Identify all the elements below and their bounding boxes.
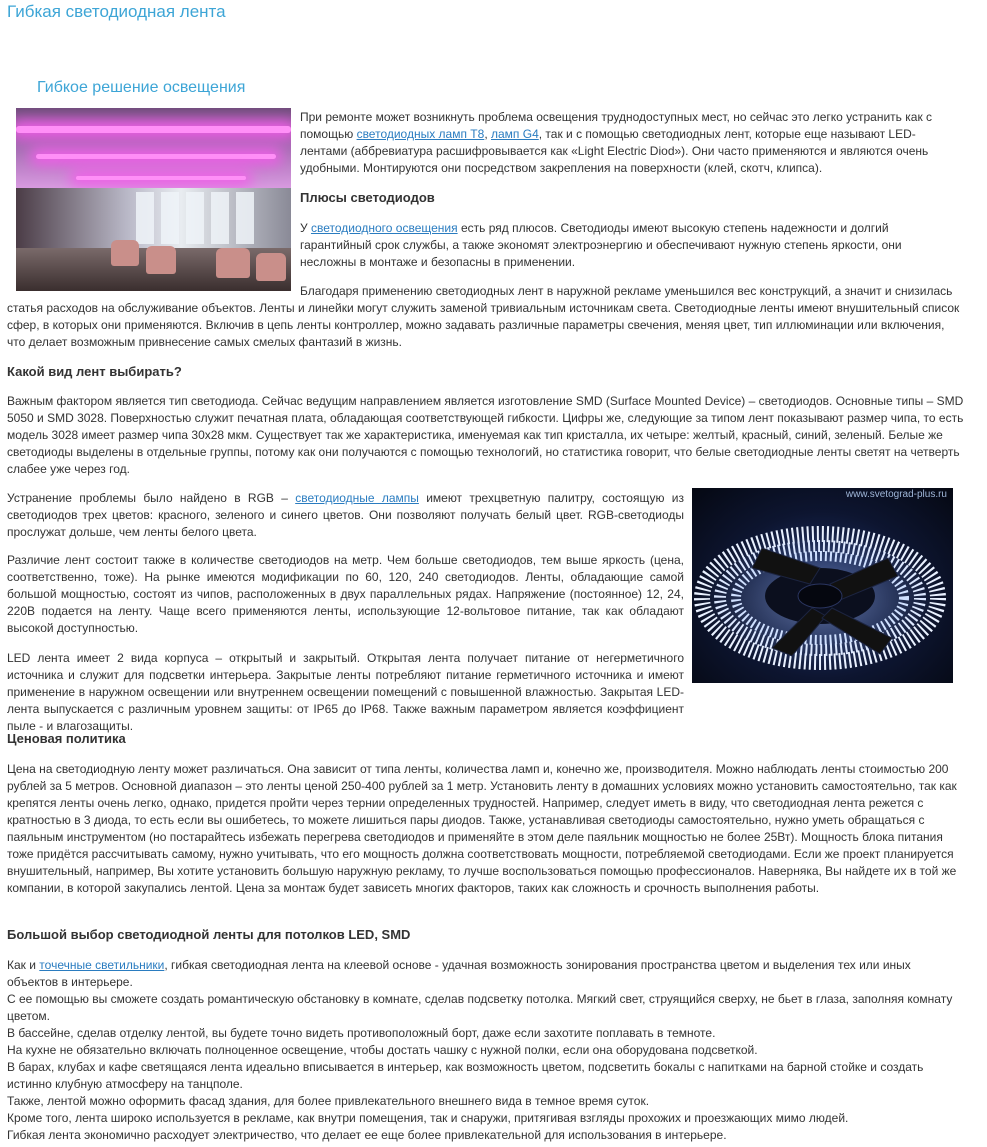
- types-paragraph: Важным фактором является тип светодиода. Сейчас ведущим направлением является изготовление SMD (Surface Mounted Device) – светодиодов. Основные типы – SMD 5050 и SMD 3028. Поверхностью служит печатная плата, обладающая соответствующей гибкости. Цифры же, следующие за типом лент показывают размер чипа, то есть модель 3028 имеет размер чипа 30x28 мкм. Существует так же характеристика, именуемая как тип кристалла, их четыре: желтый, красный, синий, зеленый. Белые же светодиоды выделены в отдельные группы, потому как они получаются с помощью технологий, но статистика говорит, что белые светодиодные ленты светят на четверть слабее уже через год.: [7, 394, 964, 476]
- price-heading: Ценовая политика: [7, 731, 126, 746]
- section-subtitle: Гибкое решение освещения: [37, 79, 246, 96]
- link-led-lighting[interactable]: светодиодного освещения: [310, 221, 458, 235]
- led-reel-photo: [692, 488, 953, 683]
- choice-line-2: С ее помощью вы сможете создать романтическую обстановку в комнате, сделав подсветку потолка. Мягкий свет, струящийся сверху, не бьет в глаза, заполняя комнату цветом.: [7, 992, 953, 1023]
- choice-list: [7, 957, 965, 1144]
- rgb-paragraph: Устранение проблемы было найдено в RGB – светодиодные лампы имеют трехцветную палитру, состоящую из светодиодов трех цветов: красного, зеленого и синего цветов. Они позволяют получать белый цвет. RGB-светодиоды прослужат дольше, чем ленты белого цвета.: [7, 491, 684, 539]
- link-led-lamps[interactable]: светодиодные лампы: [295, 491, 419, 505]
- price-paragraph: Цена на светодиодную ленту может различаться. Она зависит от типа ленты, количества ламп и, конечно же, производителя. Можно наблюдать ленты стоимостью 200 рублей за 5 метров. Основной диапазон – это ленты ценой 250-400 рублей за 1 метр. Установить ленту в домашних условиях можно установить самостоятельно, так как крепятся ленты очень легко, однако, придется пройти через тернии определенных трудностей. Например, следует иметь в виду, что светодиодная лента режется с кратностью в 3 диода, то есть если вы ошибетесь, то можете лишиться пары диодов. Также, устанавливая светодиоды самостоятельно, нужно уметь обращаться с паяльным инструментом (но постарайтесь избежать перегрева светодиодов и применяйте в этом деле паяльник мощностью не более 25Вт). Мощность блока питания тоже придётся рассчитывать самому, нужно учитывать, что его мощность должна соответствовать мощности, потребляемой светодиодами. Если же проект планируется внушительный, например, Вы хотите установить большую наружную рекламу, то лучше воспользоваться помощью профессионалов. Наверняка, Вы найдете их в той же компании, в которой закупались лентой. Цена за монтаж будет зависеть многих факторов, таких как сложность и срочность выполнения работы.: [7, 762, 957, 895]
- choice-line-6: Также, лентой можно оформить фасад здания, для более привлекательного внешнего вида в темное время суток.: [7, 1094, 650, 1108]
- led-reel-icon: [692, 488, 953, 683]
- pluses-paragraph: У светодиодного освещения есть ряд плюсов. Светодиоды имеют высокую степень надежности и долгий гарантийный срок службы, а также экономят электроэнергию и обеспечивают нужную степень яркости, они несложны в монтаже и безопасны в применении.: [300, 221, 902, 269]
- link-lamps-g4[interactable]: ламп G4: [491, 127, 539, 141]
- choice-line-5: В барах, клубах и кафе светящаяся лента идеально вписывается в интерьер, как возможность цветом, подсветить бокалы с напитками на барной стойке и создать истинно клубную атмосферу на танцполе.: [7, 1060, 924, 1091]
- link-led-lamps-t8[interactable]: светодиодных ламп T8: [356, 127, 485, 141]
- intro-paragraph: При ремонте может возникнуть проблема освещения труднодоступных мест, но сейчас это легко устранить как с помощью светодиодных ламп T8, ламп G4, так и с помощью светодиодных лент, которые еще называют LED-лентами (аббревиатура расшифровывается как «Light Electric Diod»). Они часто применяются и являются очень удобными. Монтируются они посредством закрепления на поверхности (клей, скотч, клипса).: [300, 110, 933, 175]
- pluses-heading: Плюсы светодиодов: [300, 190, 435, 205]
- choice-line-7: Кроме того, лента широко используется в рекламе, как внутри помещения, так и снаружи, притягивая взгляды прохожих и проезжающих мимо людей.: [7, 1111, 849, 1125]
- choice-heading: Большой выбор светодиодной ленты для потолков LED, SMD: [7, 927, 411, 942]
- link-spot-lights[interactable]: точечные светильники: [39, 958, 165, 972]
- page-title: Гибкая светодиодная лента: [7, 2, 226, 21]
- watermark: www.svetograd-plus.ru: [845, 489, 947, 500]
- choice-line-3: В бассейне, сделав отделку лентой, вы будете точно видеть противоположный борт, даже если захотите поплавать в темноте.: [7, 1026, 716, 1040]
- choice-line-4: На кухне не обязательно включать полноценное освещение, чтобы достать чашку с нужной полки, если она оборудована подсветкой.: [7, 1043, 758, 1057]
- choice-line-8: Гибкая лента экономично расходует электричество, что делает ее еще более привлекательной для использования в интерьере.: [7, 1128, 727, 1142]
- density-paragraph: Различие лент состоит также в количестве светодиодов на метр. Чем больше светодиодов, тем выше яркость (цена, соответственно, тоже). На рынке имеются модификации по 60, 120, 240 светодиодов. Ленты, обладающие самой большой мощностью, состоят из чипов, расположенных в двух параллельных рядах. Напряжение (постоянное) 12, 24, 220В подается на ленту. Чаще всего применяются ленты, использующие 12-вольтовое питание, так как обладают высокой доступностью.: [7, 553, 684, 635]
- advert-paragraph: Благодаря применению светодиодных лент в наружной рекламе уменьшился вес конструкций, а значит и снизилась статья расходов на обслуживание объектов. Ленты и линейки могут служить заменой тривиальным источникам света. Светодиодные ленты имеют внушительный список сфер, в которых они применяются. Включив в цепь ленты контроллер, можно задавать различные параметры свечения, меняя цвет, тип иллюминации или включения, что делает возможным привнесение самых смелых фантазий в жизнь.: [7, 284, 960, 349]
- choice-line-1: Как и точечные светильники, гибкая светодиодная лента на клеевой основе - удачная возможность зонирования пространства цветом и выделения тех или иных объектов в интерьере.: [7, 958, 911, 989]
- types-heading: Какой вид лент выбирать?: [7, 364, 182, 379]
- lounge-led-photo: [16, 108, 291, 291]
- housing-paragraph: LED лента имеет 2 вида корпуса – открытый и закрытый. Открытая лента получает питание от негерметичного источника и служит для подсветки интерьера. Закрытые ленты потребляют питание герметичного источника и имеют применение в наружном освещении или внутреннем освещении помещений с повышенной влажностью. Закрытая LED-лента выпускается с различным уровнем защиты: от IP65 до IP68. Также важным параметром является коэффициент пыле - и влагозащиты.: [7, 651, 684, 733]
